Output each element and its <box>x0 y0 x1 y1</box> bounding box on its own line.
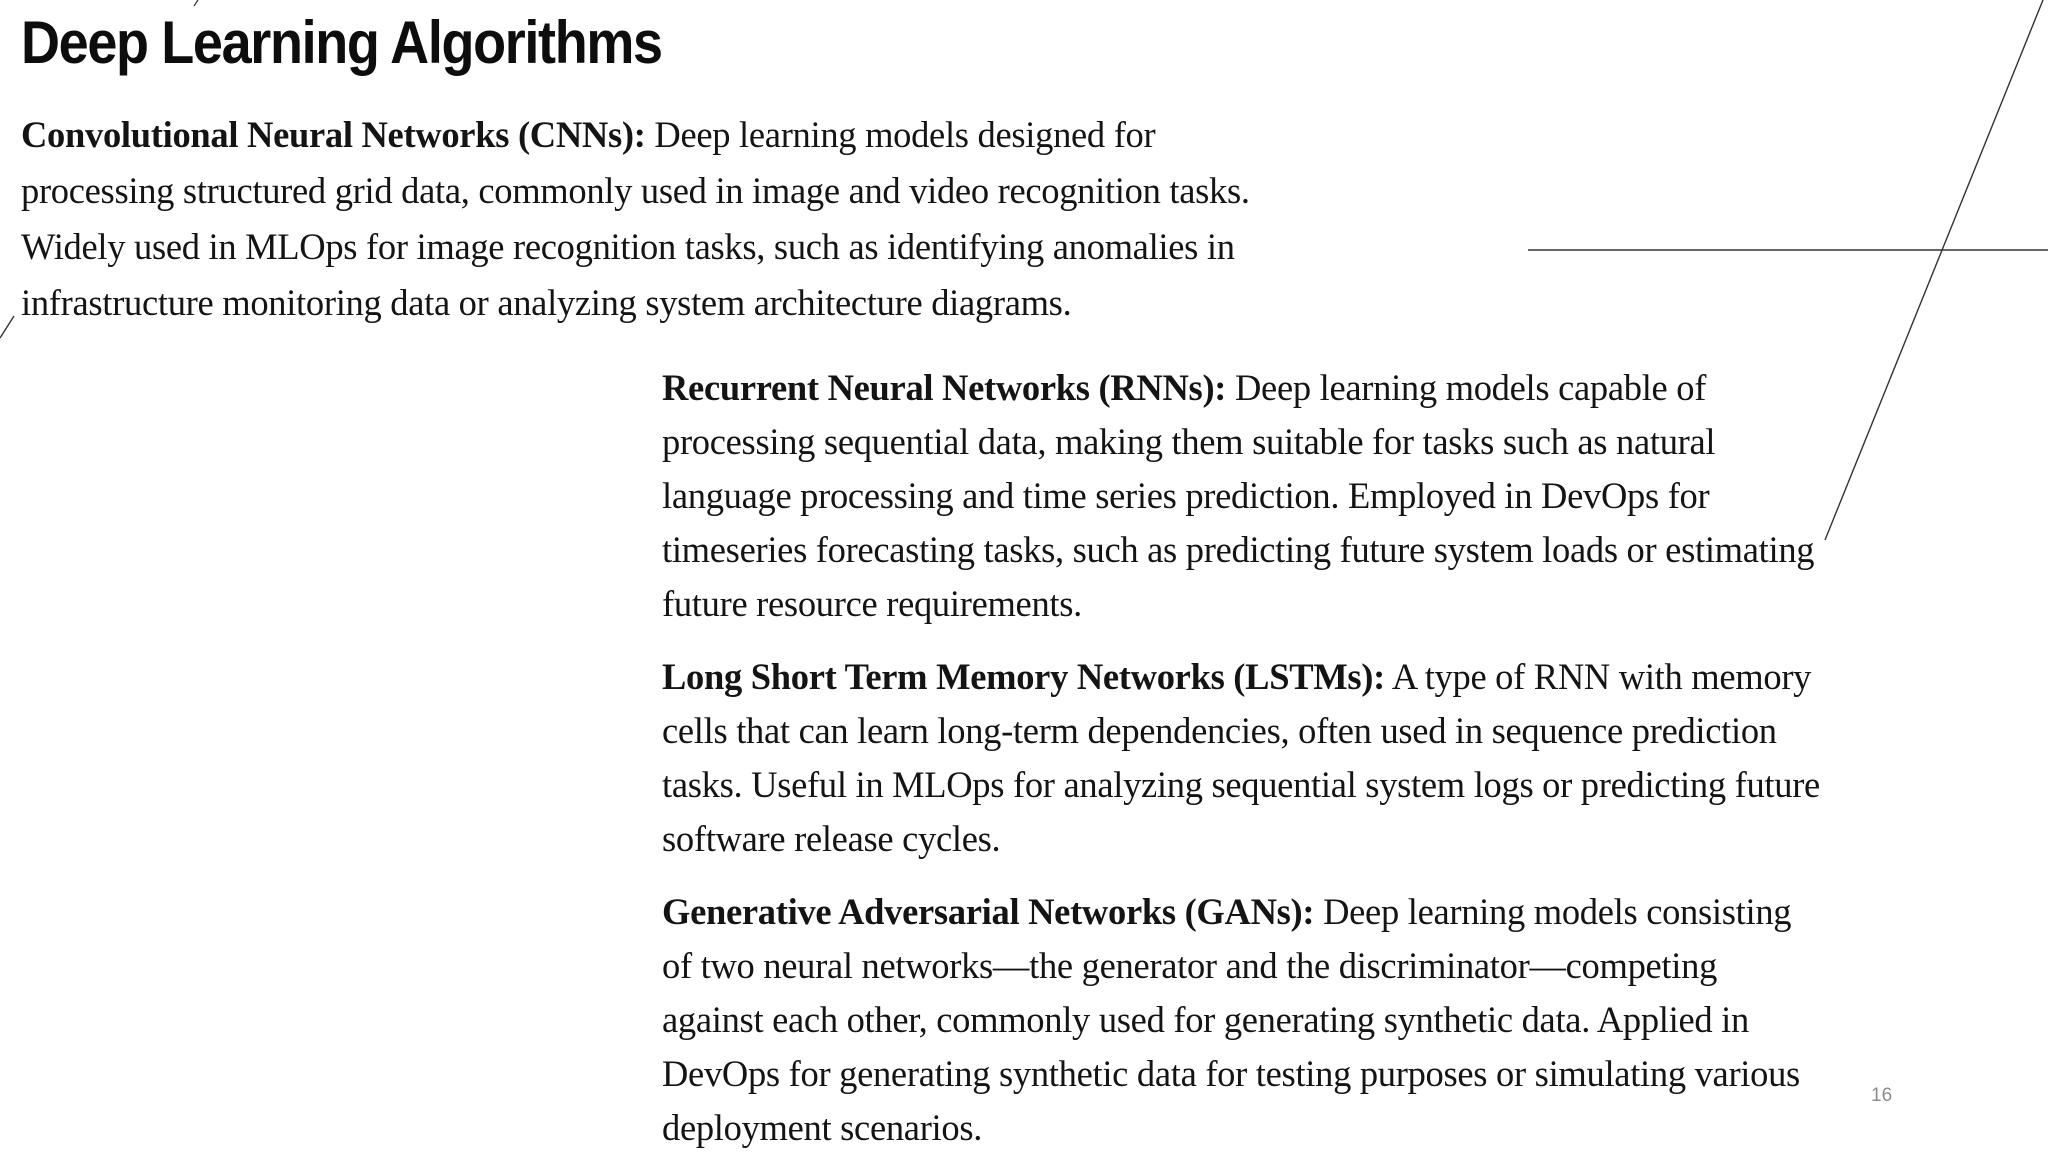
paragraph-rnn <box>662 361 1827 631</box>
term-rnn: Recurrent Neural Networks (RNNs): <box>662 367 1227 408</box>
description-gan: Deep learning models consisting of two neural networks—the generator and the discriminator—competing against each other, commonly used for generating synthetic data. Applied in DevOps for generating synthetic data for testing purposes or simulating various deployment scenarios. <box>662 891 1800 1148</box>
description-lstm: A type of RNN with memory cells that can learn long-term dependencies, often used in sequence prediction tasks. Useful in MLOps for analyzing sequential system logs or predicting future software release cycles. <box>662 656 1820 859</box>
paragraph-cnn <box>21 107 1261 331</box>
description-cnn: Deep learning models designed for processing structured grid data, commonly used in image and video recognition tasks. Widely used in MLOps for image recognition tasks, such as identifying anomalies in infrastructure monitoring data or analyzing system architecture diagrams. <box>21 114 1250 323</box>
paragraph-gan <box>662 885 1827 1155</box>
paragraph-lstm <box>662 650 1827 866</box>
decorative-top-tick <box>194 0 198 6</box>
decorative-diagonal-line <box>1825 0 2043 540</box>
term-gan: Generative Adversarial Networks (GANs): <box>662 891 1315 932</box>
slide-title: Deep Learning Algorithms <box>21 9 662 76</box>
decorative-corner-line <box>0 316 14 338</box>
term-lstm: Long Short Term Memory Networks (LSTMs): <box>662 656 1386 697</box>
term-cnn: Convolutional Neural Networks (CNNs): <box>21 114 646 155</box>
page-number: 16 <box>1871 1085 1893 1106</box>
description-rnn: Deep learning models capable of processing sequential data, making them suitable for tasks such as natural language processing and time series prediction. Employed in DevOps for timeseries forecasting tasks, such as predicting future system loads or estimating future resource requirements. <box>662 367 1815 624</box>
